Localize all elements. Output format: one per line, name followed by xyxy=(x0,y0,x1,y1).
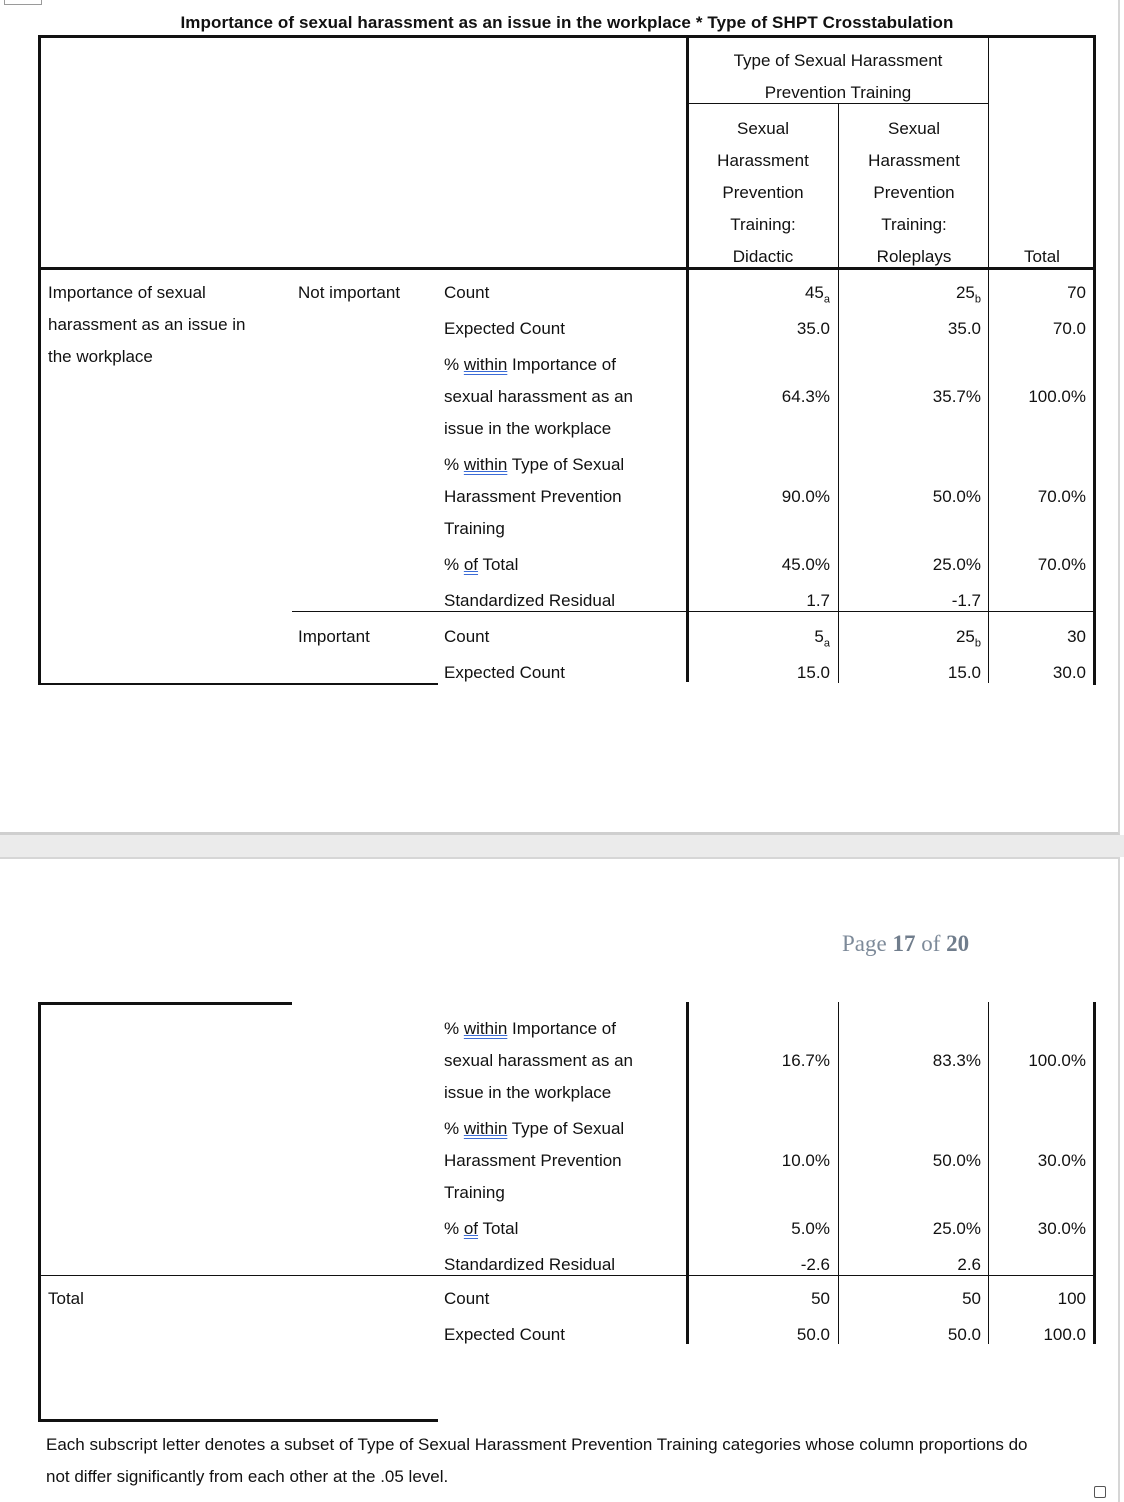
category-important: Important xyxy=(298,627,370,646)
cell-imp-didactic-std-resid: -2.6 xyxy=(800,1255,830,1274)
cell-imp-roleplays-of-total: 25.0% xyxy=(932,1219,981,1238)
header-group-line-2: Prevention Training xyxy=(764,83,912,102)
col-roleplays-line-3: Prevention xyxy=(873,183,955,202)
cell-ni-roleplays-expected: 35.0 xyxy=(947,319,981,338)
cell-ni-roleplays-within-row: 35.7% xyxy=(932,387,981,406)
label-expected: Expected Count xyxy=(444,663,565,682)
cell-ni-total-of-total: 70.0% xyxy=(1037,555,1086,574)
page-corner-mark xyxy=(4,0,42,5)
label-within-row-3: issue in the workplace xyxy=(444,1083,612,1102)
label-std-resid: Standardized Residual xyxy=(444,591,616,610)
row-var-line-1: Importance of sexual xyxy=(48,283,206,302)
label-within-col-2: Harassment Prevention xyxy=(444,1151,622,1170)
cell-ni-total-count: 70 xyxy=(1067,283,1086,302)
label-std-resid: Standardized Residual xyxy=(444,1255,616,1274)
cell-imp-didactic-of-total: 5.0% xyxy=(791,1219,830,1238)
label-count: Count xyxy=(444,627,490,646)
cell-total-roleplays-count: 50 xyxy=(962,1289,981,1308)
label-within-col-1: % within Type of Sexual xyxy=(444,1119,625,1138)
label-expected: Expected Count xyxy=(444,1325,565,1344)
header-group-line-1: Type of Sexual Harassment xyxy=(733,51,943,70)
cell-ni-didactic-within-row: 64.3% xyxy=(781,387,830,406)
col-roleplays-line-4: Training: xyxy=(881,215,947,234)
cell-ni-didactic-count: $45_a$ xyxy=(804,283,830,306)
cell-ni-total-expected: 70.0 xyxy=(1052,319,1086,338)
cell-ni-didactic-std-resid: 1.7 xyxy=(806,591,830,610)
row-var-line-3: the workplace xyxy=(48,347,153,366)
cell-total-didactic-count: 50 xyxy=(811,1289,830,1308)
cell-imp-didactic-count: $5_a$ xyxy=(814,627,830,650)
cell-imp-roleplays-expected: 15.0 xyxy=(947,663,981,682)
cell-imp-didactic-within-col: 10.0% xyxy=(781,1151,830,1170)
cell-ni-didactic-within-col: 90.0% xyxy=(781,487,830,506)
cell-imp-roleplays-within-col: 50.0% xyxy=(932,1151,981,1170)
cell-total-total-expected: 100.0 xyxy=(1043,1325,1086,1344)
cell-ni-total-within-col: 70.0% xyxy=(1037,487,1086,506)
cell-total-total-count: 100 xyxy=(1057,1289,1086,1308)
category-total: Total xyxy=(48,1289,84,1308)
cell-imp-total-of-total: 30.0% xyxy=(1037,1219,1086,1238)
footnote-line-2: not differ significantly from each other at the .05 level. xyxy=(46,1467,449,1486)
cell-imp-total-within-row: 100.0% xyxy=(1028,1051,1086,1070)
cell-ni-total-within-row: 100.0% xyxy=(1028,387,1086,406)
label-within-col-1: % within Type of Sexual xyxy=(444,455,625,474)
cell-ni-roleplays-within-col: 50.0% xyxy=(932,487,981,506)
cell-imp-didactic-expected: 15.0 xyxy=(796,663,830,682)
label-count: Count xyxy=(444,1289,490,1308)
page-indicator: Page 17 of 20 xyxy=(842,931,970,956)
col-didactic-line-3: Prevention xyxy=(722,183,804,202)
checkbox-icon[interactable] xyxy=(1094,1486,1106,1498)
cell-ni-roleplays-of-total: 25.0% xyxy=(932,555,981,574)
col-roleplays-line-5: Roleplays xyxy=(876,247,952,266)
label-within-row-1: % within Importance of xyxy=(444,355,616,374)
col-roleplays-line-1: Sexual xyxy=(888,119,940,138)
cell-imp-total-expected: 30.0 xyxy=(1052,663,1086,682)
cell-imp-roleplays-std-resid: 2.6 xyxy=(957,1255,981,1274)
col-didactic-line-5: Didactic xyxy=(732,247,794,266)
col-didactic-line-4: Training: xyxy=(730,215,796,234)
col-didactic-line-2: Harassment xyxy=(717,151,809,170)
cell-imp-total-within-col: 30.0% xyxy=(1037,1151,1086,1170)
label-count: Count xyxy=(444,283,490,302)
label-within-row-2: sexual harassment as an xyxy=(444,1051,633,1070)
row-var-line-2: harassment as an issue in xyxy=(48,315,246,334)
cell-ni-roleplays-std-resid: -1.7 xyxy=(951,591,981,610)
label-within-col-2: Harassment Prevention xyxy=(444,487,622,506)
table-title: Importance of sexual harassment as an issue in the workplace * Type of SHPT Crosstabulation xyxy=(180,13,954,32)
cell-total-didactic-expected: 50.0 xyxy=(796,1325,830,1344)
cell-imp-roleplays-within-row: 83.3% xyxy=(932,1051,981,1070)
col-total-header: Total xyxy=(1024,247,1060,266)
col-roleplays-line-2: Harassment xyxy=(868,151,960,170)
label-within-row-2: sexual harassment as an xyxy=(444,387,633,406)
page-gap xyxy=(0,835,1124,857)
label-within-row-3: issue in the workplace xyxy=(444,419,612,438)
label-of-total: % of Total xyxy=(444,555,519,574)
cell-ni-didactic-expected: 35.0 xyxy=(796,319,830,338)
label-of-total: % of Total xyxy=(444,1219,519,1238)
cell-ni-roleplays-count: $25_b$ xyxy=(955,283,981,306)
document-page-2 xyxy=(0,857,1120,1502)
label-within-col-3: Training xyxy=(444,1183,505,1202)
col-didactic-line-1: Sexual xyxy=(737,119,789,138)
label-within-col-3: Training xyxy=(444,519,505,538)
label-expected: Expected Count xyxy=(444,319,565,338)
cell-ni-didactic-of-total: 45.0% xyxy=(781,555,830,574)
label-within-row-1: % within Importance of xyxy=(444,1019,616,1038)
cell-imp-didactic-within-row: 16.7% xyxy=(781,1051,830,1070)
cell-total-roleplays-expected: 50.0 xyxy=(947,1325,981,1344)
category-not-important: Not important xyxy=(298,283,401,302)
cell-imp-roleplays-count: $25_b$ xyxy=(955,627,981,650)
footnote-line-1: Each subscript letter denotes a subset of Type of Sexual Harassment Prevention Training categories whose column proportions do xyxy=(46,1435,1028,1454)
cell-imp-total-count: 30 xyxy=(1067,627,1086,646)
